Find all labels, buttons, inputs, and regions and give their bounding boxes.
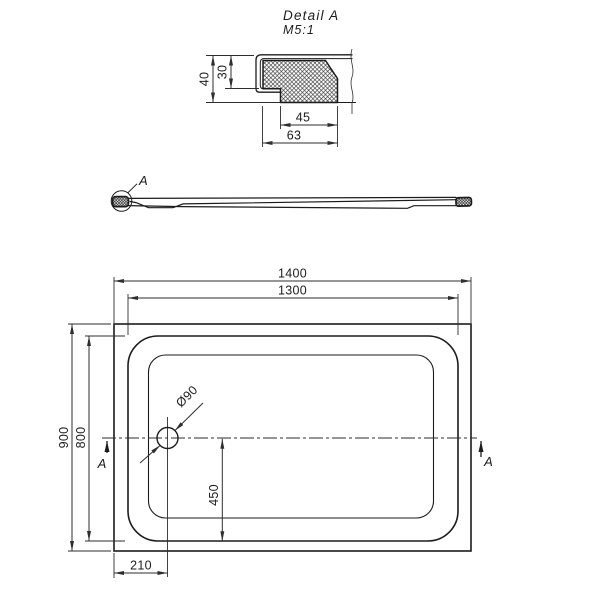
- dim-800: [74, 336, 125, 541]
- dim-63-label: 63: [286, 128, 302, 143]
- dim-40-label: 40: [197, 71, 212, 87]
- section-marker-right: [481, 441, 493, 469]
- dim-30: [216, 56, 260, 89]
- detail-hatch-core: [263, 61, 338, 103]
- dim-45-label: 45: [295, 110, 311, 125]
- dim-1400-label: 1400: [277, 266, 308, 281]
- plan-floor-rect: [149, 355, 434, 518]
- dim-1300-label: 1300: [277, 283, 308, 298]
- dim-210: [114, 553, 168, 578]
- dim-450: [207, 439, 222, 541]
- side-view: [111, 173, 471, 211]
- drain-diameter-label: Ø90: [173, 382, 201, 411]
- plan-view: [57, 267, 493, 579]
- side-profile-top-line: [128, 197, 457, 198]
- dim-800-label: 800: [74, 426, 88, 449]
- side-right-rim-section: [456, 197, 472, 206]
- detail-title: Detail A: [283, 8, 340, 23]
- section-label-right: A: [484, 454, 493, 469]
- dim-drain-diameter: [140, 383, 203, 463]
- side-left-rim-section: [113, 197, 129, 207]
- detail-view: [198, 8, 357, 147]
- detail-scale: M5:1: [283, 23, 315, 37]
- dim-450-label: 450: [207, 484, 221, 506]
- dim-1300: [128, 284, 458, 336]
- dim-900-label: 900: [57, 426, 71, 449]
- side-profile-bottom-line: [128, 206, 457, 209]
- detail-callout-label: A: [139, 173, 148, 188]
- dim-210-label: 210: [130, 558, 152, 573]
- section-marker-left: [97, 441, 107, 471]
- dim-30-label: 30: [215, 64, 230, 80]
- detail-callout-leader: [128, 184, 137, 193]
- section-label-left: A: [97, 456, 107, 471]
